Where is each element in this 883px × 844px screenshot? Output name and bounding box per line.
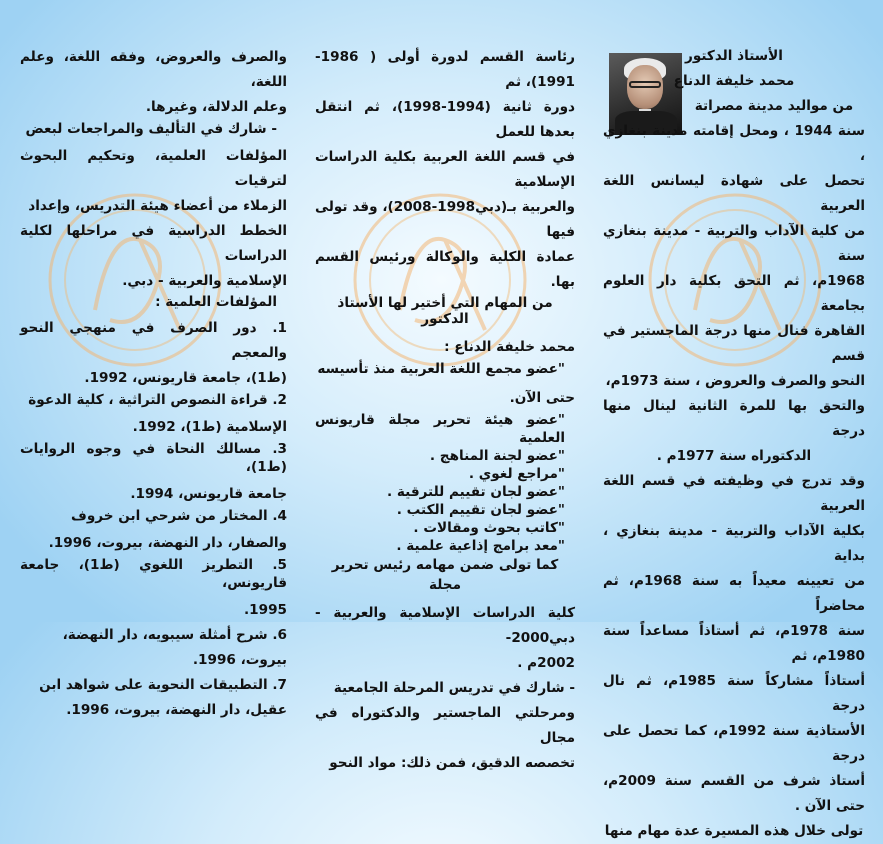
title-line-2: محمد خليفة الدناع xyxy=(673,73,795,89)
bio-line: سنة 1978م، ثم أستاذاً مساعداً سنة 1980م، ثم xyxy=(603,623,865,664)
bio-line: - شارك في التأليف والمراجعات لبعض xyxy=(25,121,277,137)
bio-line: سنة 1944 ، ومحل إقامته مدينة بنغازي ، xyxy=(603,123,865,164)
publication-item: عقيل، دار النهضة، بيروت، 1996. xyxy=(66,702,287,718)
title-line-1: الأستاذ الدكتور xyxy=(685,48,783,64)
bio-line: الأستاذية سنة 1992م، كما تحصل على درجة xyxy=(603,723,865,764)
publication-item: 2. قراءة النصوص التراثية ، كلية الدعوة xyxy=(28,392,287,408)
bio-line: أستاذ شرف من القسم سنة 2009م، حتى الآن . xyxy=(603,773,865,814)
bio-line: وقد تدرج في وظيفته في قسم اللغة العربية xyxy=(603,473,865,514)
bio-line: رئاسة القسم لدورة أولى ( 1986-1991)، ثم xyxy=(315,49,575,90)
bio-line: والصرف والعروض، وفقه اللغة، وعلم اللغة، xyxy=(20,49,287,90)
bio-line: من المهام التي أختير لها الأستاذ الدكتور xyxy=(337,295,553,327)
list-item: "عضو لجان تقييم الكتب . xyxy=(396,502,565,518)
bio-line: بكلية الآداب والتربية - مدينة بنغازي ، بداية xyxy=(603,523,865,564)
list-item: "كاتب بحوث ومقالات . xyxy=(413,520,565,536)
bio-line: كلية الدراسات الإسلامية والعربية - دبي2000- xyxy=(315,605,575,646)
bio-line: تخصصه الدقيق، فمن ذلك: مواد النحو xyxy=(329,755,575,771)
list-item: "عضو لجنة المناهج . xyxy=(429,448,565,464)
list-item: "عضو مجمع اللغة العربية منذ تأسيسه xyxy=(317,361,565,377)
bio-line: - شارك في تدريس المرحلة الجامعية xyxy=(333,680,575,696)
publication-item: الإسلامية (ط1)، 1992. xyxy=(132,419,287,435)
publication-item: 3. مسالك النحاة في وجوه الروايات (ط1)، xyxy=(20,441,287,475)
bio-line: الخطط الدراسية في مراحلها لكلية الدراسات xyxy=(20,223,287,264)
bio-line: تولى خلال هذه المسيرة عدة مهام منها xyxy=(604,823,864,839)
bio-line: 1968م، ثم التحق بكلية دار العلوم بجامعة xyxy=(603,273,865,314)
bio-line: من مواليد مدينة مصراتة xyxy=(694,98,854,114)
bio-line: المؤلفات العلمية، وتحكيم البحوث لترقيات xyxy=(20,148,287,189)
list-item: "معد برامج إذاعية علمية . xyxy=(396,538,565,554)
publication-item: 1. دور الصرف في منهجي النحو والمعجم xyxy=(20,320,287,361)
bio-line: 2002م . xyxy=(517,655,575,671)
bio-line: وعلم الدلالة، وغيرها. xyxy=(145,99,287,115)
bio-line: من كلية الآداب والتربية - مدينة بنغازي سنة xyxy=(603,223,865,264)
bio-line: دورة ثانية (1994-1998)، ثم انتقل بعدها للعمل xyxy=(315,99,575,140)
bio-line: تحصل على شهادة ليسانس اللغة العربية xyxy=(603,173,865,214)
bio-line: عمادة الكلية والوكالة ورئيس القسم بها. xyxy=(315,249,575,290)
publication-item: والصفار، دار النهضة، بيروت، 1996. xyxy=(48,535,287,551)
publication-item: 1995. xyxy=(243,602,287,618)
bio-line: من تعيينه معيداً به سنة 1968م، ثم محاضراً xyxy=(603,573,866,614)
publication-item: بيروت، 1996. xyxy=(192,652,287,668)
list-item: حتى الآن. xyxy=(509,390,575,406)
bio-line: والعربية بـ(دبي1998-2008)، وقد تولى فيها xyxy=(315,199,575,240)
bio-line: محمد خليفة الدناع : xyxy=(444,339,575,355)
bio-line: النحو والصرف والعروض ، سنة 1973م، xyxy=(605,373,865,389)
publication-item: 6. شرح أمثلة سيبويه، دار النهضة، xyxy=(62,627,287,643)
bio-line: كما تولى ضمن مهامه رئيس تحرير مجلة xyxy=(331,557,559,593)
bio-line: الإسلامية والعربية - دبي. xyxy=(122,273,287,289)
bio-line: ومرحلتي الماجستير والدكتوراه في مجال xyxy=(315,705,575,746)
list-item: "عضو هيئة تحرير مجلة قاريونس العلمية xyxy=(315,412,565,446)
section-heading: المؤلفات العلمية : xyxy=(155,294,277,310)
bio-line: والتحق بها للمرة الثانية لينال منها درجة xyxy=(603,398,865,439)
publication-item: 5. التطريز اللغوي (ط1)، جامعة قاريونس، xyxy=(20,557,287,591)
publication-item: جامعة قاريونس، 1994. xyxy=(130,486,287,502)
bio-column-left xyxy=(20,45,287,723)
bio-line: أستاذاً مشاركاً سنة 1985م، ثم نال درجة xyxy=(603,673,865,714)
list-item: "عضو لجان تقييم للترقية . xyxy=(387,484,565,500)
bio-line: الزملاء من أعضاء هيئة التدريس، وإعداد xyxy=(28,198,287,214)
list-item: "مراجع لغوي . xyxy=(468,466,565,482)
publication-item: 7. التطبيقات النحوية على شواهد ابن xyxy=(39,677,287,693)
bio-line: في قسم اللغة العربية بكلية الدراسات الإسلامية xyxy=(315,149,575,190)
bio-column-right xyxy=(603,44,865,844)
publication-item: (ط1)، جامعة قاريونس، 1992. xyxy=(84,370,287,386)
bio-line: القاهرة فنال منها درجة الماجستير في قسم xyxy=(603,323,865,364)
publication-item: 4. المختار من شرحي ابن خروف xyxy=(71,508,287,524)
bio-line: الدكتوراه سنة 1977م . xyxy=(656,448,812,464)
bio-column-middle xyxy=(315,45,575,776)
